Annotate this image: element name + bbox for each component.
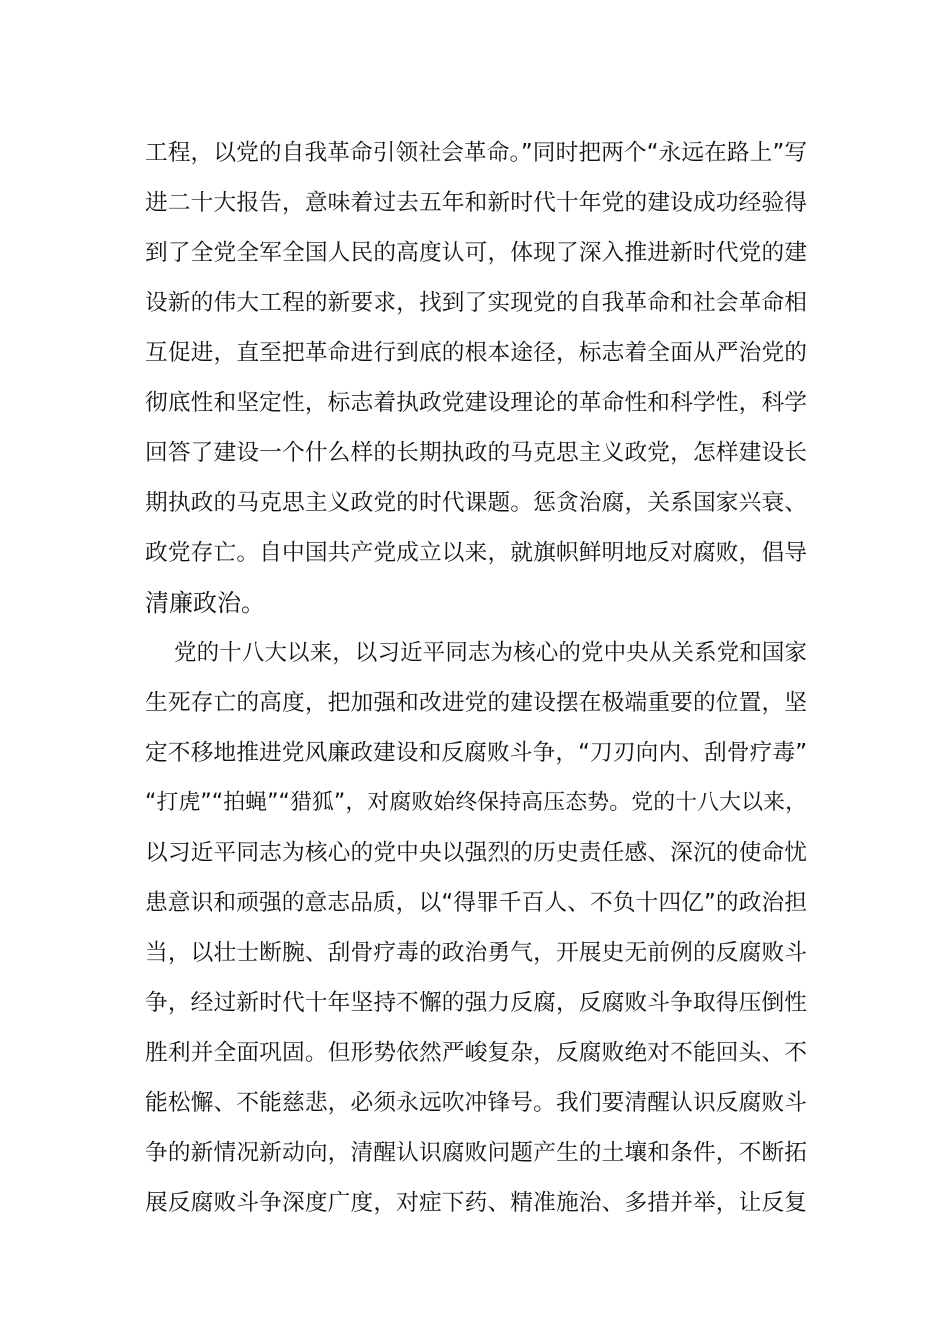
text-line: 胜利并全面巩固。但形势依然严峻复杂，反腐败绝对不能回头、不 xyxy=(145,1040,807,1066)
text-line: 政党存亡。自中国共产党成立以来，就旗帜鲜明地反对腐败，倡导 xyxy=(145,540,807,566)
text-line: 彻底性和坚定性，标志着执政党建设理论的革命性和科学性，科学 xyxy=(145,390,807,416)
text-line: 回答了建设一个什么样的长期执政的马克思主义政党，怎样建设长 xyxy=(145,440,807,466)
text-line: 进二十大报告，意味着过去五年和新时代十年党的建设成功经验得 xyxy=(145,190,807,216)
text-line: “打虎”“拍蝇”“猎狐”，对腐败始终保持高压态势。党的十八大以来， xyxy=(145,790,807,815)
text-line: 工程，以党的自我革命引领社会革命。”同时把两个“永远在路上”写 xyxy=(145,140,807,166)
text-line: 展反腐败斗争深度广度，对症下药、精准施治、多措并举，让反复 xyxy=(145,1190,807,1216)
text-line: 争的新情况新动向，清醒认识腐败问题产生的土壤和条件，不断拓 xyxy=(145,1140,807,1166)
text-line: 患意识和顽强的意志品质，以“得罪千百人、不负十四亿”的政治担 xyxy=(145,890,807,916)
text-line: 当，以壮士断腕、刮骨疗毒的政治勇气，开展史无前例的反腐败斗 xyxy=(145,940,807,966)
text-line: 定不移地推进党风廉政建设和反腐败斗争，“刀刃向内、刮骨疗毒” xyxy=(145,740,807,766)
text-line: 争，经过新时代十年坚持不懈的强力反腐，反腐败斗争取得压倒性 xyxy=(145,990,807,1016)
text-line: 期执政的马克思主义政党的时代课题。惩贪治腐，关系国家兴衰、 xyxy=(145,490,807,516)
text-line: 以习近平同志为核心的党中央以强烈的历史责任感、深沉的使命忧 xyxy=(145,840,807,866)
text-line: 设新的伟大工程的新要求，找到了实现党的自我革命和社会革命相 xyxy=(145,290,807,316)
text-line: 清廉政治。 xyxy=(145,589,265,617)
body-text xyxy=(145,128,807,1228)
text-line: 到了全党全军全国人民的高度认可，体现了深入推进新时代党的建 xyxy=(145,240,807,266)
text-line: 生死存亡的高度，把加强和改进党的建设摆在极端重要的位置，坚 xyxy=(145,690,807,716)
paragraph-first-line: 党的十八大以来，以习近平同志为核心的党中央从关系党和国家 xyxy=(174,640,807,666)
text-line: 互促进，直至把革命进行到底的根本途径，标志着全面从严治党的 xyxy=(145,340,807,366)
text-line: 能松懈、不能慈悲，必须永远吹冲锋号。我们要清醒认识反腐败斗 xyxy=(145,1090,807,1116)
